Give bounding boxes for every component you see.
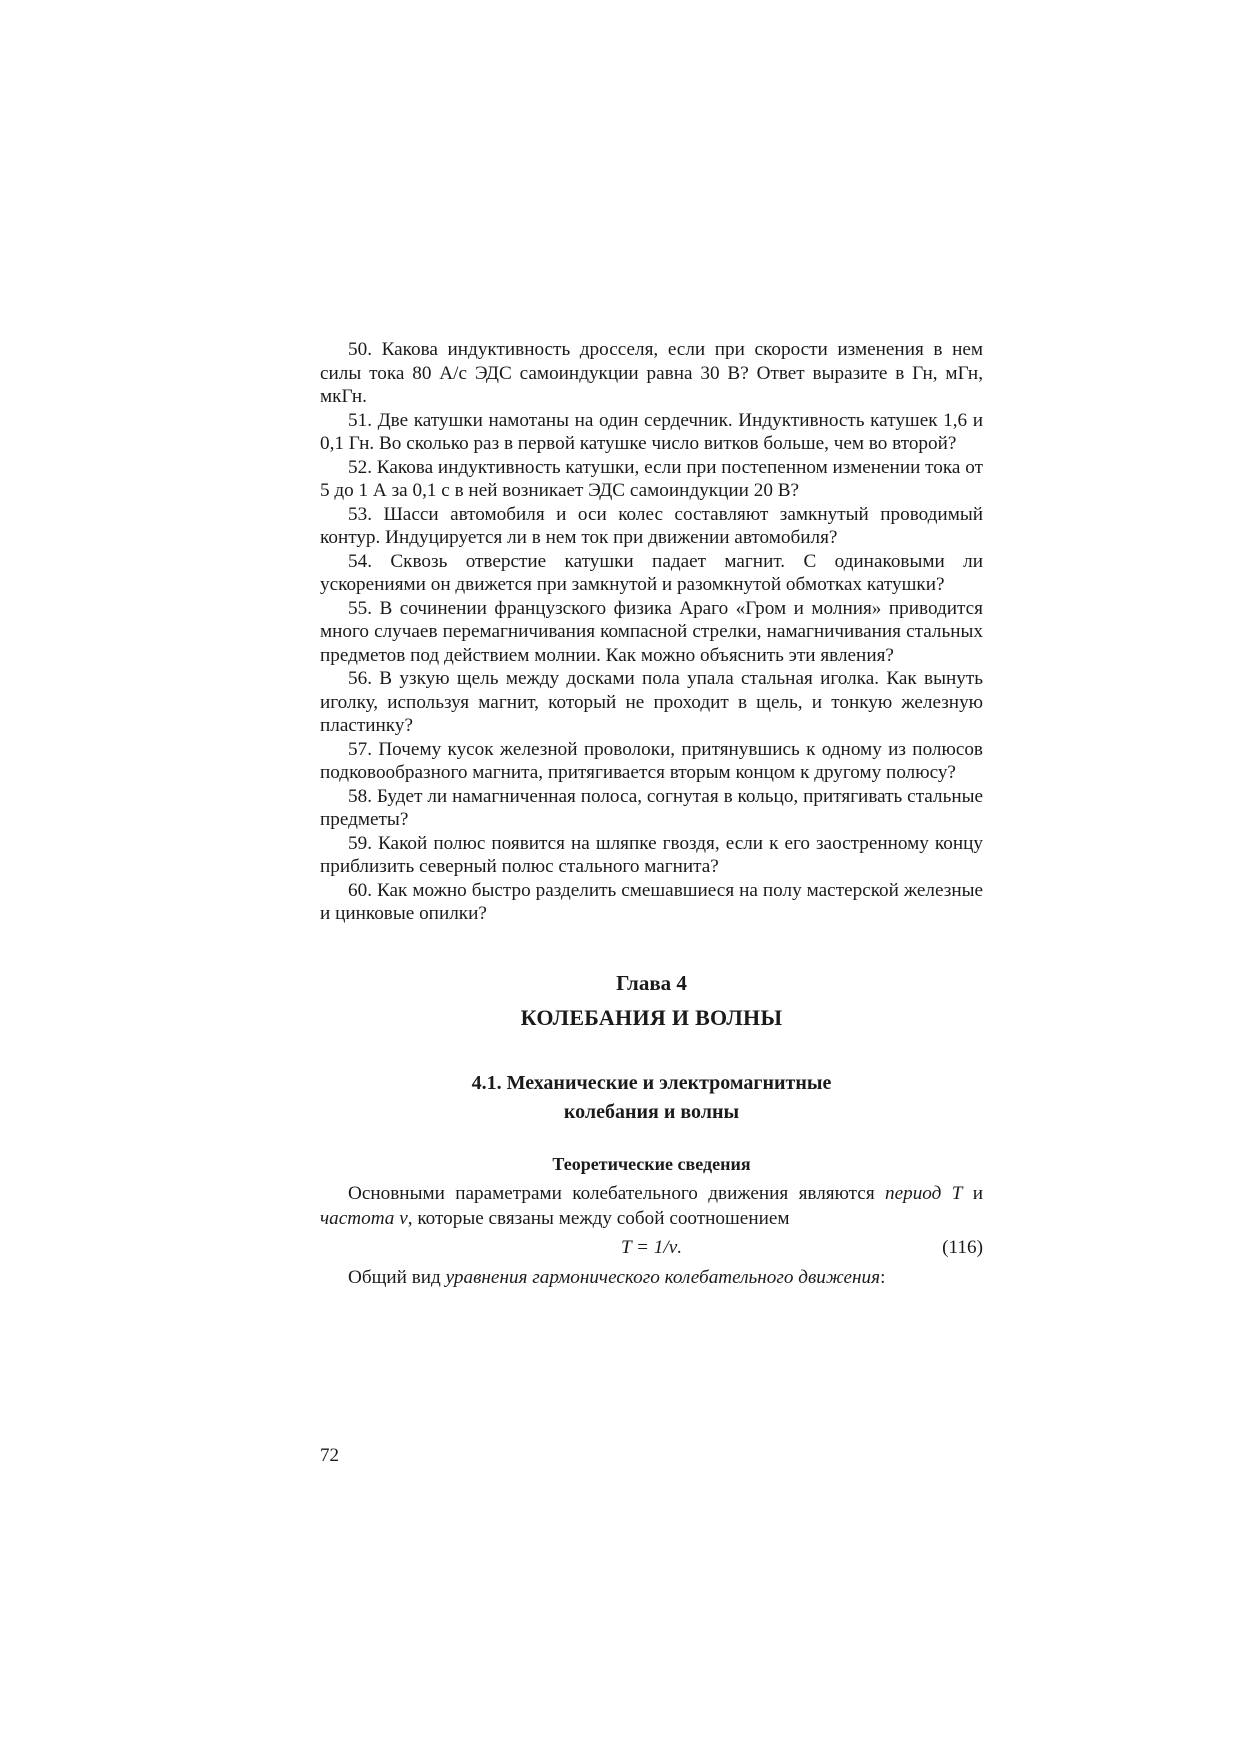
section-title-line-2: колебания и волны bbox=[563, 1100, 740, 1123]
chapter-title: КОЛЕБАНИЯ И ВОЛНЫ bbox=[520, 1004, 783, 1030]
problem-53: 53. Шасси автомобиля и оси колес составляют замкнутый проводимый контур. Индуцируется ли в нем ток при движении автомобиля? bbox=[320, 503, 983, 548]
problem-58: 58. Будет ли намагниченная полоса, согнутая в кольцо, притягивать стальные предметы? bbox=[320, 785, 983, 830]
problem-52: 52. Какова индуктивность катушки, если при постепенном изменении тока от 5 до 1 А за 0,1 с в ней возникает ЭДС самоиндукции 20 В? bbox=[320, 456, 983, 501]
problem-50: 50. Какова индуктивность дросселя, если при скорости изменения в нем силы тока 80 А/с ЭДС самоиндукции равна 30 В? Ответ выразите в Гн, мГн, мкГн. bbox=[320, 339, 983, 407]
page-number: 72 bbox=[320, 1445, 339, 1466]
page-content bbox=[320, 338, 983, 1290]
paragraph-period-frequency bbox=[320, 1181, 983, 1231]
formula-row bbox=[320, 1231, 983, 1265]
formula-period: T = 1/ν. bbox=[620, 1236, 683, 1258]
paragraph-text-1: Основными параметрами колебательного движения являются bbox=[348, 1182, 885, 1204]
problem-60: 60. Как можно быстро разделить смешавшиеся на полу мастерской железные и цинковые опилки? bbox=[320, 879, 983, 924]
term-period: период Т bbox=[885, 1182, 963, 1204]
problem-55: 55. В сочинении французского физика Араго «Гром и молния» приводится много случаев перемагничивания компасной стрелки, намагничивания стальных предметов под действием молнии. Как можно объяснить эти явления? bbox=[320, 597, 983, 666]
paragraph2-text-2: : bbox=[880, 1266, 886, 1288]
term-frequency: частота ν bbox=[320, 1207, 408, 1229]
problem-57: 57. Почему кусок железной проволоки, притянувшись к одному из полюсов подковообразного магнита, притягивается вторым концом к другому полюсу? bbox=[320, 738, 983, 783]
term-harmonic-equation: уравнения гармонического колебательного движения bbox=[445, 1266, 881, 1288]
paragraph2-text-1: Общий вид bbox=[348, 1266, 446, 1288]
chapter-label: Глава 4 bbox=[616, 970, 687, 995]
section-title-line-1: 4.1. Механические и электромагнитные bbox=[471, 1071, 832, 1094]
section-title bbox=[320, 1069, 983, 1127]
paragraph-harmonic-equation bbox=[320, 1265, 983, 1290]
subsection-title: Теоретические сведения bbox=[552, 1153, 751, 1174]
problem-54: 54. Сквозь отверстие катушки падает магнит. С одинаковыми ли ускорениями он движется при замкнутой и разомкнутой обмотках катушки? bbox=[320, 550, 983, 595]
formula-number: (116) bbox=[942, 1236, 983, 1258]
problem-59: 59. Какой полюс появится на шляпке гвоздя, если к его заостренному концу приблизить северный полюс стального магнита? bbox=[320, 832, 983, 877]
problem-51: 51. Две катушки намотаны на один сердечник. Индуктивность катушек 1,6 и 0,1 Гн. Во сколько раз в первой катушке число витков больше, чем во второй? bbox=[320, 409, 983, 454]
paragraph-text-2: и bbox=[962, 1182, 983, 1204]
problem-56: 56. В узкую щель между досками пола упала стальная иголка. Как вынуть иголку, используя магнит, который не проходит в щель, и тонкую железную пластинку? bbox=[320, 668, 983, 736]
paragraph-text-3: , которые связаны между собой соотношением bbox=[407, 1207, 790, 1229]
